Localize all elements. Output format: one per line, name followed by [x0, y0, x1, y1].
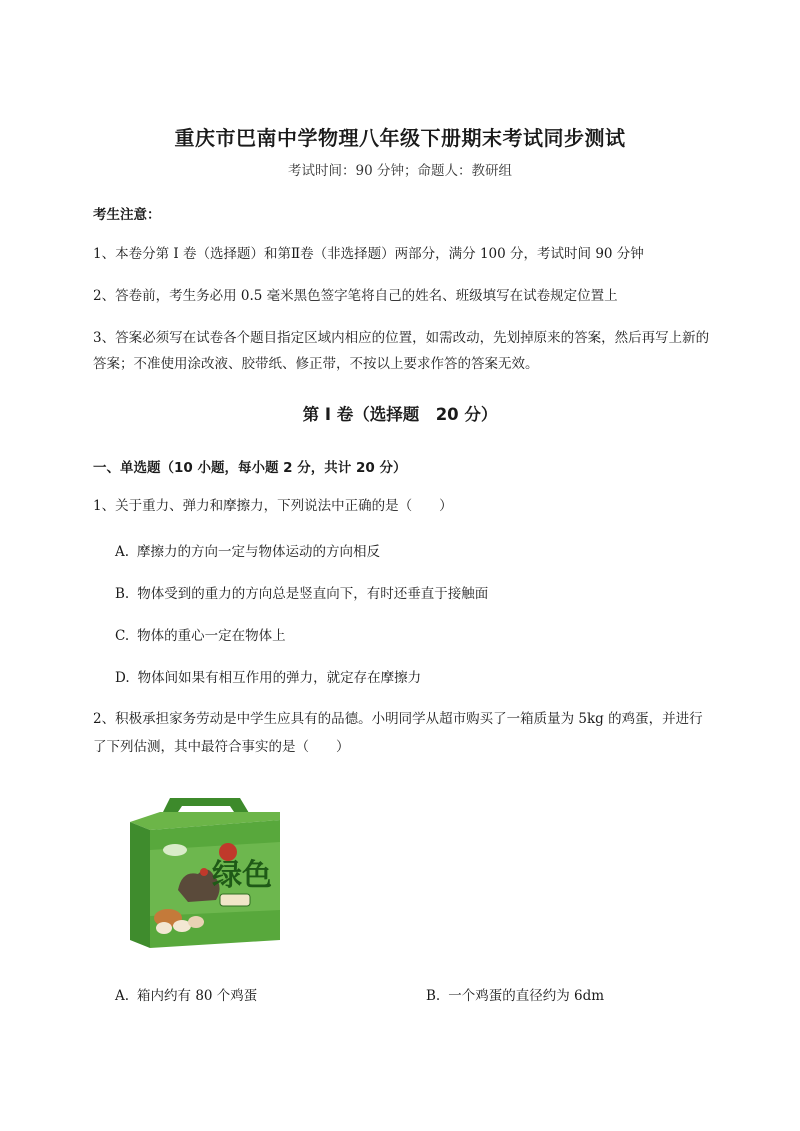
option-text: 箱内约有 80 个鸡蛋 [137, 988, 258, 1004]
q1-option-a [115, 540, 380, 560]
page-title: 重庆市巴南中学物理八年级下册期末考试同步测试 [174, 126, 626, 150]
q1-option-d [115, 666, 421, 686]
q2-option-b [426, 984, 604, 1004]
option-letter: A. [115, 988, 130, 1004]
option-letter: D. [115, 670, 130, 686]
option-text: 物体受到的重力的方向总是竖直向下，有时还垂直于接触面 [137, 586, 489, 602]
notice-item-2: 2、答卷前，考生务必用 0.5 毫米黑色签字笔将自己的姓名、班级填写在试卷规定位置上 [93, 288, 618, 304]
option-letter: A. [115, 544, 130, 560]
option-letter: B. [115, 586, 130, 602]
question-1-stem: 1、关于重力、弹力和摩擦力，下列说法中正确的是（ ） [93, 498, 453, 514]
q1-option-c [115, 624, 286, 644]
option-letter: C. [115, 628, 130, 644]
option-text: 物体间如果有相互作用的弹力，就定存在摩擦力 [137, 670, 422, 686]
notice-heading: 考生注意： [93, 207, 161, 223]
q2-option-a [115, 984, 257, 1004]
notice-item-3: 3、答案必须写在试卷各个题目指定区域内相应的位置，如需改动，先划掉原来的答案，然后再写上新的答案；不准使用涂改液、胶带纸、修正带，不按以上要求作答的答案无效。 [93, 330, 710, 372]
option-text: 一个鸡蛋的直径约为 6dm [448, 988, 605, 1004]
option-text: 摩擦力的方向一定与物体运动的方向相反 [137, 544, 381, 560]
box-brand-text: 绿色 [212, 858, 272, 893]
notice-item-1: 1、本卷分第 I 卷（选择题）和第Ⅱ卷（非选择题）两部分，满分 100 分，考试时间 90 分钟 [93, 246, 644, 262]
option-letter: B. [426, 988, 441, 1004]
q1-option-b [115, 582, 488, 602]
egg-box-image [120, 790, 290, 950]
option-text: 物体的重心一定在物体上 [137, 628, 286, 644]
part-heading: 一、单选题（10 小题，每小题 2 分，共计 20 分） [93, 460, 407, 476]
exam-info: 考试时间：90 分钟；命题人：教研组 [288, 163, 512, 179]
question-2-stem: 2、积极承担家务劳动是中学生应具有的品德。小明同学从超市购买了一箱质量为 5kg 的鸡蛋，并进行了下列估测，其中最符合事实的是（ ） [93, 711, 703, 755]
section-title: 第 I 卷（选择题 20 分） [302, 405, 498, 424]
